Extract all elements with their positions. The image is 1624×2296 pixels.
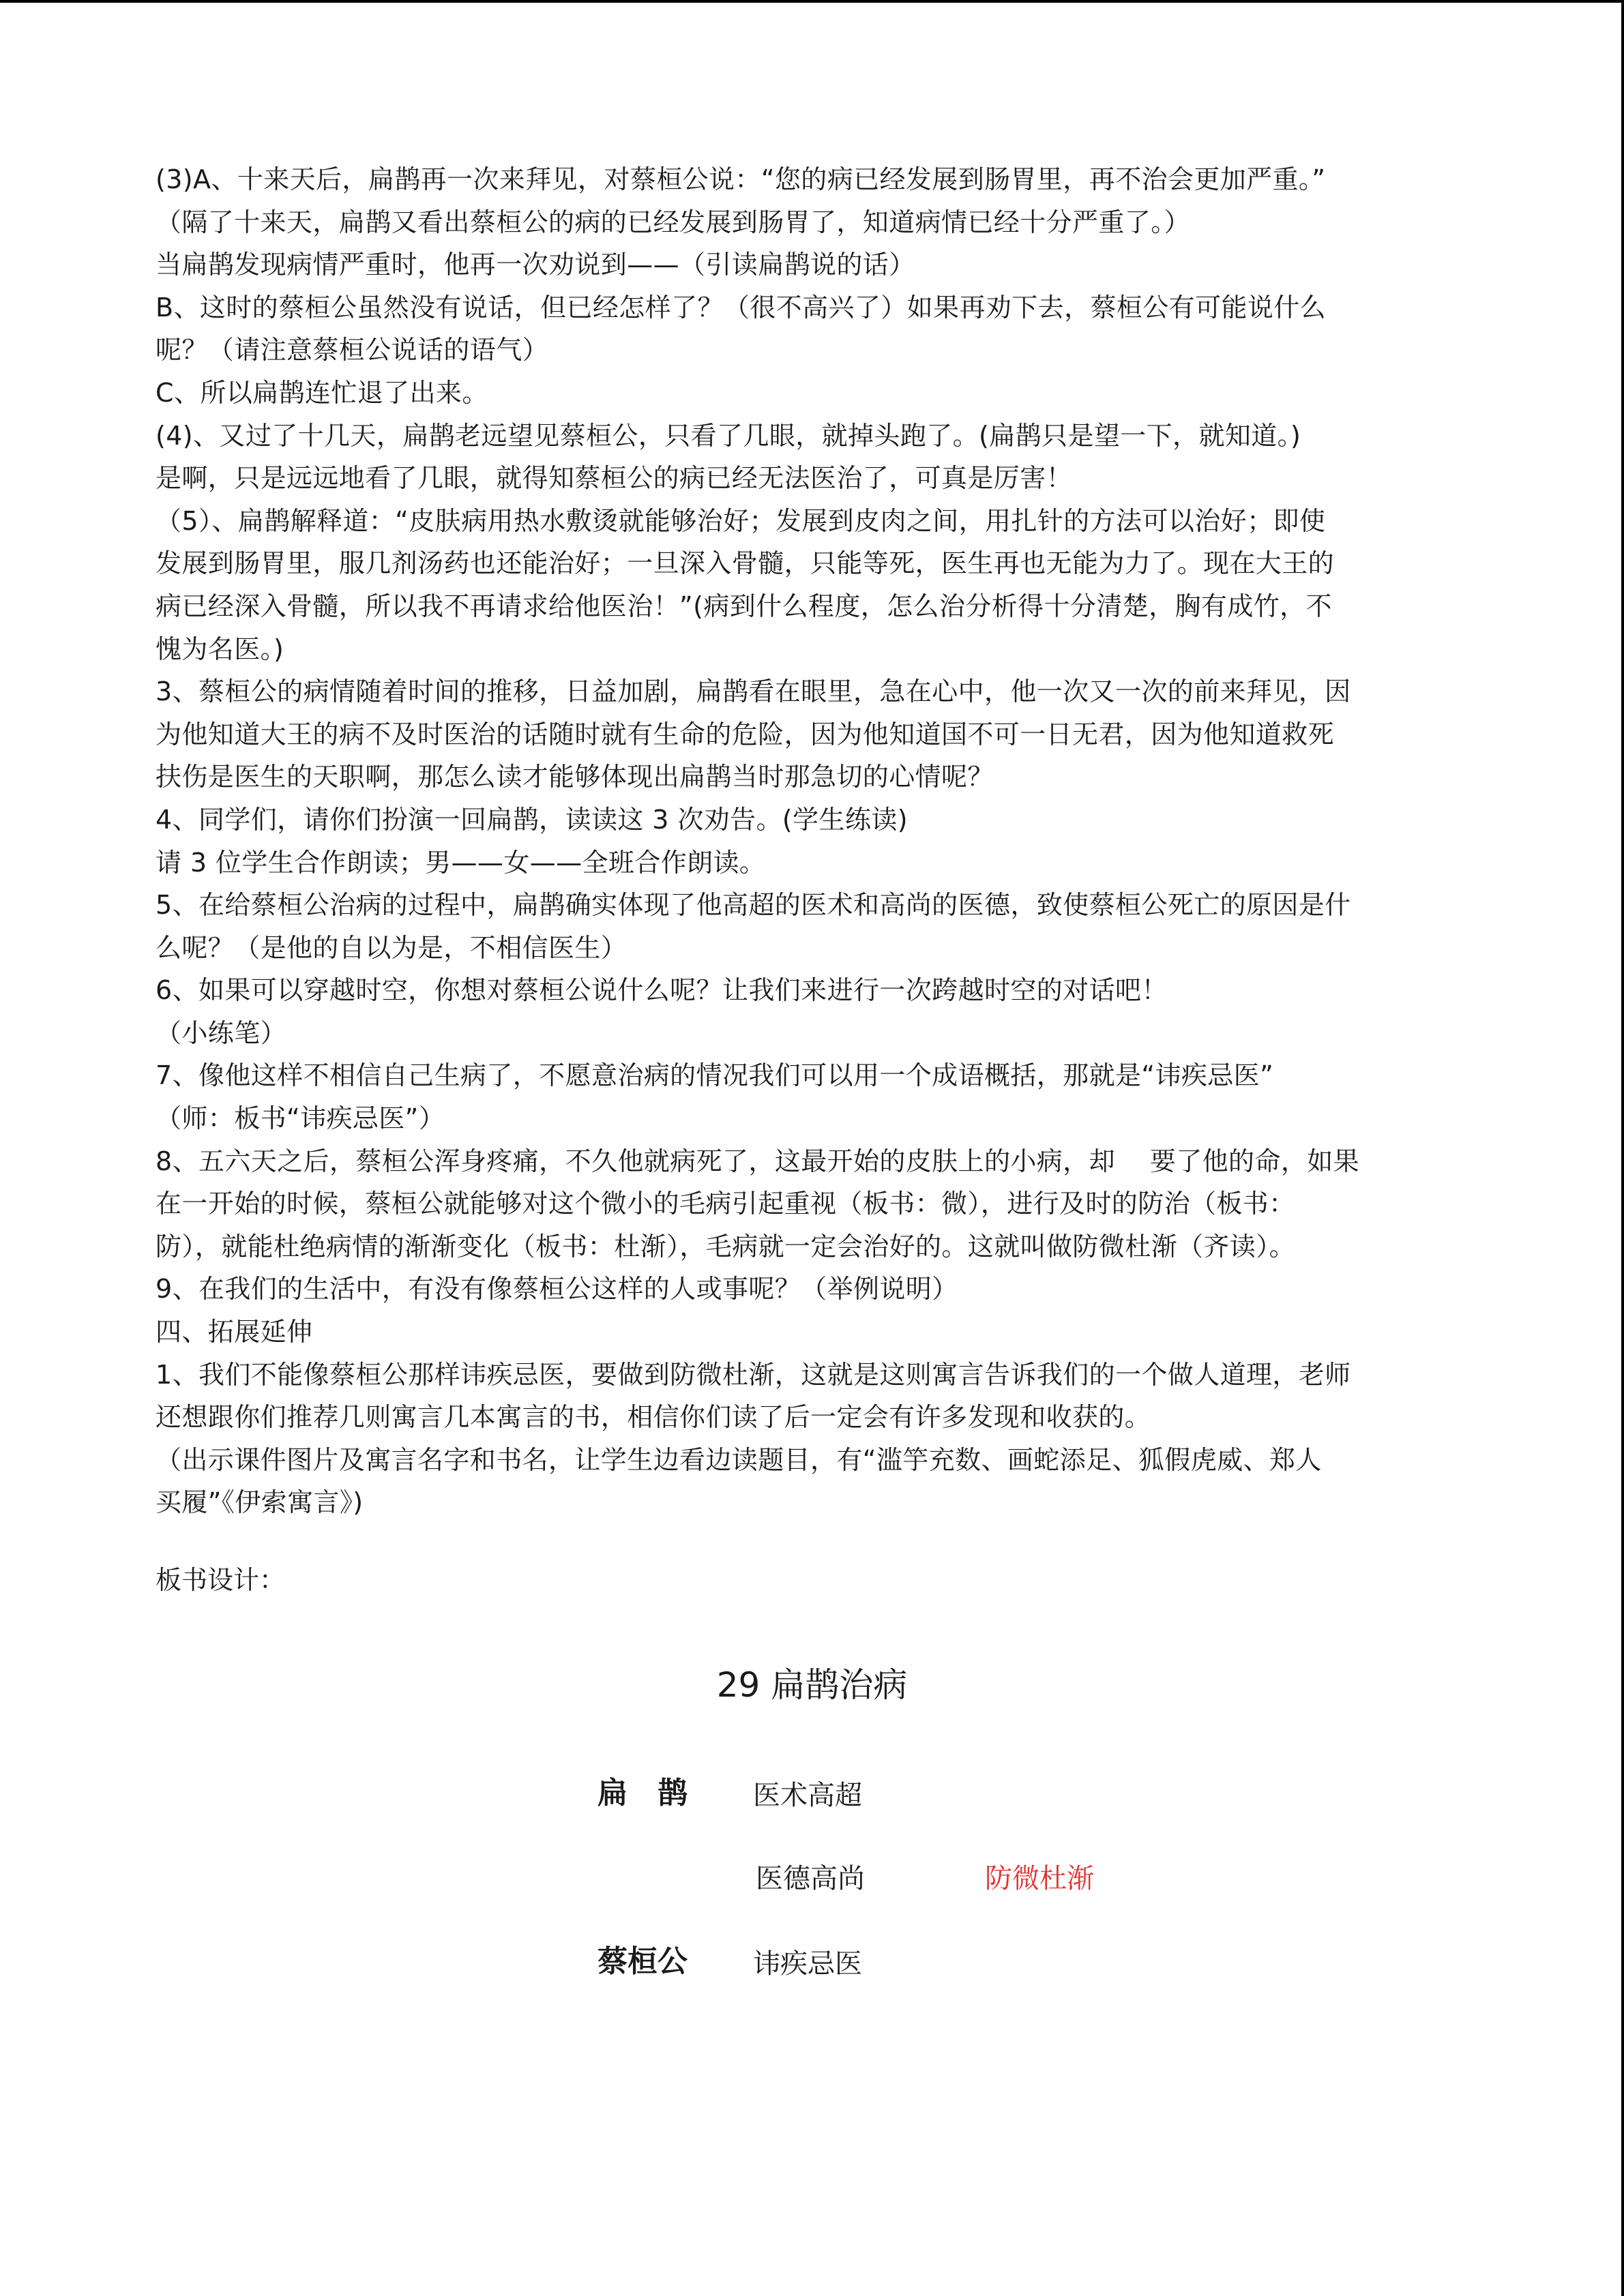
- text-line: 么呢？（是他的自以为是，不相信医生）: [156, 932, 628, 963]
- board-bianque: 扁 鹊: [597, 1776, 688, 1810]
- board-fangwei: 防微杜渐: [985, 1863, 1094, 1894]
- board-title: 29 扁鹊治病: [716, 1665, 908, 1705]
- lesson-body: [156, 158, 1479, 1524]
- text-line: 愧为名医。): [156, 633, 284, 664]
- text-line: 6、如果可以穿越时空，你想对蔡桓公说什么呢？让我们来进行一次跨越时空的对话吧！: [156, 975, 1168, 1006]
- text-line: 当扁鹊发现病情严重时，他再一次劝说到——（引读扁鹊说的话）: [156, 250, 915, 280]
- text-line: （出示课件图片及寓言名字和书名，让学生边看边读题目，有“滥竽充数、画蛇添足、狐假虎威、郑人: [156, 1444, 1322, 1475]
- text-line: (3)A、十来天后，扁鹊再一次来拜见，对蔡桓公说：“您的病已经发展到肠胃里，再不治会更加严重。”: [156, 164, 1326, 194]
- board-yide: 医德高尚: [756, 1863, 865, 1894]
- text-line: B、这时的蔡桓公虽然没有说话，但已经怎样了？（很不高兴了）如果再劝下去，蔡桓公有可能说什么: [156, 292, 1327, 323]
- text-line: 买履”《伊索寓言》): [156, 1487, 364, 1518]
- text-line: 4、同学们，请你们扮演一回扁鹊，读读这 3 次劝告。(学生练读): [156, 804, 908, 835]
- text-line: C、所以扁鹊连忙退了出来。: [156, 377, 488, 408]
- text-line: 9、在我们的生活中，有没有像蔡桓公这样的人或事呢？（举例说明）: [156, 1274, 958, 1304]
- text-line: 5、在给蔡桓公治病的过程中，扁鹊确实体现了他高超的医术和高尚的医德，致使蔡桓公死亡的原因是什: [156, 890, 1351, 921]
- text-line: （隔了十来天，扁鹊又看出蔡桓公的病的已经发展到肠胃了，知道病情已经十分严重了。）: [156, 207, 1191, 237]
- text-line: 扶伤是医生的天职啊，那怎么读才能够体现出扁鹊当时那急切的心情呢？: [156, 762, 994, 792]
- text-line: 1、我们不能像蔡桓公那样讳疾忌医，要做到防微杜渐，这就是这则寓言告诉我们的一个做人道理，老师: [156, 1359, 1351, 1390]
- board-huiji: 讳疾忌医: [753, 1948, 862, 1980]
- board-caihuangong: 蔡桓公: [597, 1944, 688, 1979]
- text-line: 请 3 位学生合作朗读；男——女——全班合作朗读。: [156, 847, 766, 878]
- text-line: 病已经深入骨髓，所以我不再请求给他医治！”(病到什么程度，怎么治分析得十分清楚，胸有成竹，不: [156, 591, 1332, 621]
- text-line: （5）、扁鹊解释道：“皮肤病用热水敷烫就能够治好；发展到皮肉之间，用扎针的方法可以治好；即使: [156, 505, 1326, 536]
- board-design-label: 板书设计：: [156, 1565, 286, 1595]
- text-line: 呢？（请注意蔡桓公说话的语气）: [156, 335, 549, 366]
- text-line: 7、像他这样不相信自己生病了，不愿意治病的情况我们可以用一个成语概括，那就是“讳疾忌医”: [156, 1060, 1274, 1091]
- board-yishu: 医术高超: [753, 1780, 862, 1811]
- text-line: 防），就能杜绝病情的渐渐变化（板书：杜渐），毛病就一定会治好的。这就叫做防微杜渐（齐读）。: [156, 1231, 1296, 1262]
- text-line: 发展到肠胃里，服几剂汤药也还能治好；一旦深入骨髓，只能等死，医生再也无能为力了。现在大王的: [156, 548, 1335, 579]
- text-line: 8、五六天之后，蔡桓公浑身疼痛，不久他就病死了，这最开始的皮肤上的小病，却 要了他的命，如果: [156, 1146, 1360, 1176]
- text-line: 3、蔡桓公的病情随着时间的推移，日益加剧，扁鹊看在眼里，急在心中，他一次又一次的前来拜见，因: [156, 676, 1351, 707]
- text-line: （小练笔）: [156, 1017, 287, 1048]
- text-line: 是啊，只是远远地看了几眼，就得知蔡桓公的病已经无法医治了，可真是厉害！: [156, 463, 1073, 494]
- page-top-border: [0, 0, 1624, 3]
- section-heading: 四、拓展延伸: [156, 1317, 313, 1347]
- text-line: （师：板书“讳疾忌医”）: [156, 1103, 445, 1134]
- text-line: 在一开始的时候，蔡桓公就能够对这个微小的毛病引起重视（板书：微），进行及时的防治（板书：: [156, 1189, 1295, 1219]
- text-line: 为他知道大王的病不及时医治的话随时就有生命的危险，因为他知道国不可一日无君，因为他知道救死: [156, 719, 1335, 749]
- text-line: (4)、又过了十几天，扁鹊老远望见蔡桓公，只看了几眼，就掉头跑了。(扁鹊只是望一下，就知道。): [156, 420, 1301, 451]
- page-right-border: [1621, 0, 1624, 2296]
- text-line: 还想跟你们推荐几则寓言几本寓言的书，相信你们读了后一定会有许多发现和收获的。: [156, 1402, 1151, 1433]
